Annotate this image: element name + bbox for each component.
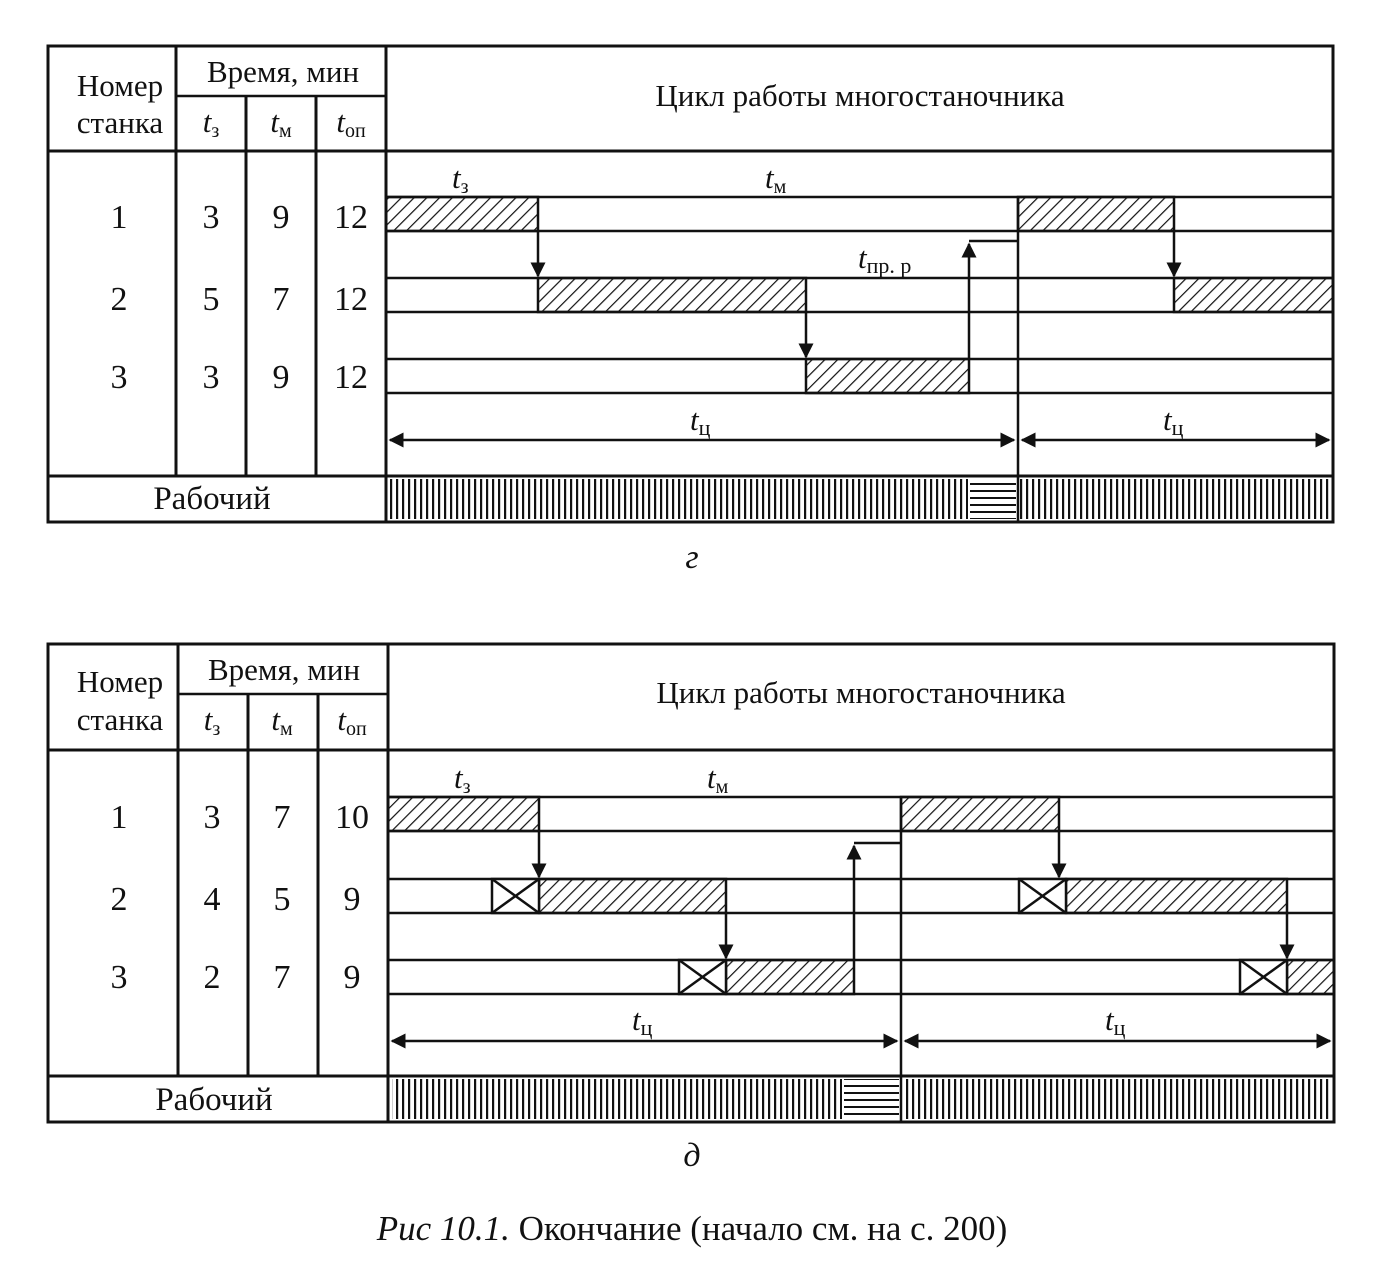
row1-top: 10 bbox=[335, 799, 369, 836]
time-col-header: Время, мин bbox=[206, 54, 360, 89]
sub-col-tm: tм bbox=[270, 104, 292, 142]
worker-busy-2 bbox=[1020, 479, 1330, 519]
wait-box-m3 bbox=[679, 960, 726, 994]
row2-num: 2 bbox=[110, 881, 128, 918]
row1-tz: 3 bbox=[203, 799, 221, 836]
sub-col-top: tоп bbox=[336, 104, 366, 142]
row3-num: 3 bbox=[110, 959, 128, 996]
machine-col-header-line2: станка bbox=[76, 702, 164, 737]
row2-tz: 4 bbox=[203, 881, 221, 918]
label-tm: tм bbox=[707, 760, 729, 798]
sub-col-top: tоп bbox=[337, 702, 367, 740]
row1-tz: 3 bbox=[202, 199, 220, 236]
bar-m2-load-next bbox=[1066, 879, 1287, 913]
bar-m2-load bbox=[539, 879, 726, 913]
bar-m2-load-next bbox=[1174, 278, 1333, 312]
row3-top: 12 bbox=[334, 359, 368, 396]
row1-num: 1 bbox=[110, 799, 128, 836]
bar-m2-load bbox=[538, 278, 806, 312]
row2-tm: 7 bbox=[272, 281, 290, 318]
row2-num: 2 bbox=[110, 281, 128, 318]
cycle-title: Цикл работы многостаночника bbox=[656, 675, 1066, 710]
sub-col-tm: tм bbox=[271, 702, 293, 740]
panel-g bbox=[48, 46, 1333, 576]
worker-label: Рабочий bbox=[153, 481, 271, 517]
wait-box-m2 bbox=[492, 879, 539, 913]
label-tc-1: tц bbox=[690, 402, 711, 440]
row3-tm: 9 bbox=[272, 359, 290, 396]
row1-num: 1 bbox=[110, 199, 128, 236]
row2-tm: 5 bbox=[273, 881, 291, 918]
label-tz: tз bbox=[454, 760, 471, 798]
label-tm: tм bbox=[765, 160, 787, 198]
label-tc-2: tц bbox=[1105, 1002, 1126, 1040]
worker-idle bbox=[844, 1079, 899, 1119]
row2-tz: 5 bbox=[202, 281, 220, 318]
machine-col-header-line1: Номер bbox=[76, 664, 164, 699]
row2-top: 12 bbox=[334, 281, 368, 318]
wait-box-m2-next bbox=[1019, 879, 1066, 913]
worker-busy-1 bbox=[392, 1079, 842, 1119]
sub-col-tz: tз bbox=[203, 702, 221, 740]
bar-m3-load bbox=[806, 359, 969, 393]
machine-col-header-line2: станка bbox=[76, 105, 164, 140]
panel-letter-d: д bbox=[683, 1137, 701, 1174]
row1-tm: 7 bbox=[273, 799, 291, 836]
row3-top: 9 bbox=[343, 959, 361, 996]
worker-label: Рабочий bbox=[155, 1082, 273, 1118]
row1-top: 12 bbox=[334, 199, 368, 236]
bar-m1-load-next bbox=[1018, 197, 1174, 231]
wait-box-m3-next bbox=[1240, 960, 1287, 994]
row1-tm: 9 bbox=[272, 199, 290, 236]
label-tz: tз bbox=[452, 160, 469, 198]
bar-m1-load-next bbox=[901, 797, 1059, 831]
row3-num: 3 bbox=[110, 359, 128, 396]
row3-tz: 3 bbox=[202, 359, 220, 396]
row3-tz: 2 bbox=[203, 959, 221, 996]
label-tc-1: tц bbox=[632, 1002, 653, 1040]
bar-m3-load bbox=[726, 960, 854, 994]
panel-letter-g: г bbox=[685, 539, 699, 576]
worker-busy-2 bbox=[904, 1079, 1331, 1119]
bar-m3-load-next bbox=[1287, 960, 1334, 994]
worker-idle bbox=[970, 479, 1016, 519]
time-col-header: Время, мин bbox=[207, 652, 361, 687]
cycle-title: Цикл работы многостаночника bbox=[655, 78, 1065, 113]
machine-col-header-line1: Номер bbox=[76, 68, 164, 103]
sub-col-tz: tз bbox=[202, 104, 220, 142]
row2-top: 9 bbox=[343, 881, 361, 918]
label-tc-2: tц bbox=[1163, 402, 1184, 440]
bar-m1-load bbox=[388, 797, 539, 831]
worker-busy-1 bbox=[390, 479, 968, 519]
label-tpr: tпр. р bbox=[858, 240, 912, 278]
row3-tm: 7 bbox=[273, 959, 291, 996]
bar-m1-load bbox=[386, 197, 538, 231]
figure-caption: Рис 10.1. Окончание (начало см. на с. 200) bbox=[376, 1209, 1008, 1248]
panel-d bbox=[48, 644, 1334, 1174]
